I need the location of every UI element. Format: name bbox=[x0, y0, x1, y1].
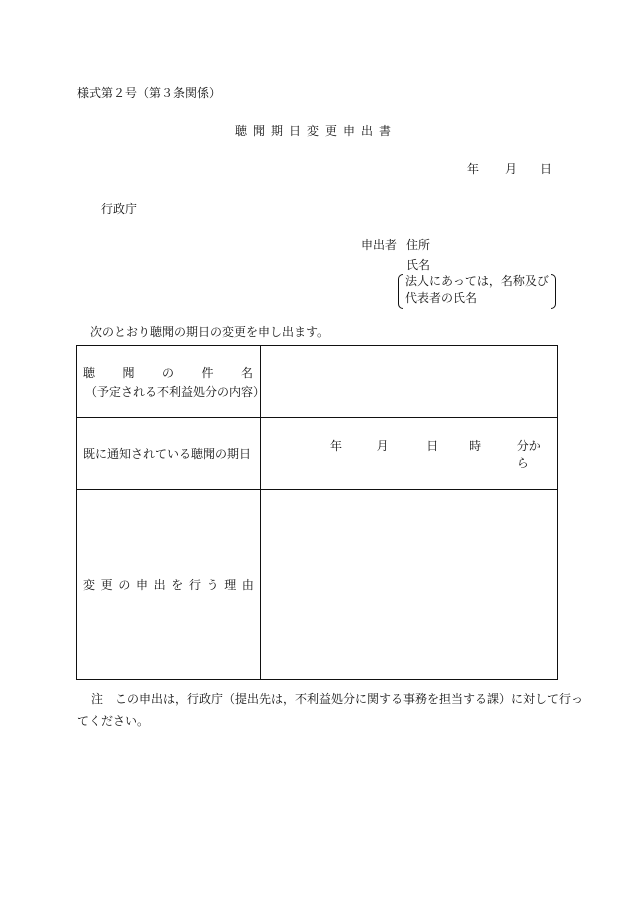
left-bracket bbox=[398, 274, 403, 309]
subject-char: 聞 bbox=[122, 365, 135, 380]
reason-char: 申 bbox=[135, 578, 148, 592]
corporation-note-line1: 法人にあっては，名称及び bbox=[405, 274, 549, 288]
document-title: 聴聞期日変更申出書 bbox=[235, 124, 398, 138]
subject-char: 名 bbox=[240, 365, 253, 380]
subject-char: の bbox=[161, 365, 174, 380]
name-label: 氏名 bbox=[406, 258, 431, 272]
intro-text: 次のとおり聴聞の期日の変更を申し出ます。 bbox=[90, 325, 330, 339]
reason-value-cell[interactable] bbox=[261, 490, 558, 680]
reason-char: 出 bbox=[153, 578, 166, 592]
request-form-table bbox=[76, 345, 558, 680]
note-line-1: 注 この申出は，行政庁（提出先は，不利益処分に関する事務を担当する課）に対して行っ bbox=[91, 692, 584, 706]
notified-date-label-cell bbox=[77, 418, 261, 490]
reason-label bbox=[77, 576, 260, 593]
dt-day-label: 日 bbox=[426, 438, 439, 453]
subject-sublabel: （予定される不利益処分の内容） bbox=[85, 384, 266, 399]
applicant-label: 申出者 bbox=[361, 238, 398, 252]
reason-char: 行 bbox=[188, 578, 201, 592]
date-year-label: 年 bbox=[467, 162, 480, 176]
dt-month-label: 月 bbox=[376, 438, 389, 453]
reason-char: を bbox=[171, 578, 184, 592]
reason-char: 更 bbox=[100, 578, 113, 592]
form-number-label: 様式第２号（第３条関係） bbox=[77, 86, 222, 100]
dt-hour-label: 時 bbox=[469, 438, 482, 453]
reason-char: 由 bbox=[241, 578, 254, 592]
addressee: 行政庁 bbox=[101, 202, 138, 216]
reason-row bbox=[77, 490, 558, 680]
subject-label bbox=[77, 364, 260, 381]
subject-char: 件 bbox=[201, 365, 214, 380]
reason-char: 変 bbox=[83, 578, 96, 592]
subject-label-cell bbox=[77, 346, 266, 418]
corporation-note bbox=[405, 273, 555, 307]
corporation-note-line2: 代表者の氏名 bbox=[405, 291, 478, 305]
notified-date-value-cell[interactable] bbox=[261, 418, 558, 490]
address-label: 住所 bbox=[406, 238, 431, 252]
reason-char: の bbox=[118, 578, 131, 592]
dt-minute-label: 分から bbox=[516, 438, 541, 470]
date-day-label: 日 bbox=[540, 162, 553, 176]
reason-char: 理 bbox=[224, 578, 237, 592]
dt-year-label: 年 bbox=[330, 438, 343, 453]
notified-date-row bbox=[77, 418, 558, 490]
subject-row bbox=[77, 346, 558, 418]
subject-value-cell[interactable] bbox=[261, 346, 558, 418]
note-line-2: てください。 bbox=[77, 714, 150, 728]
reason-char: う bbox=[206, 578, 219, 592]
reason-label-cell bbox=[77, 490, 261, 680]
subject-char: 聴 bbox=[83, 365, 96, 380]
datetime-fields bbox=[261, 437, 557, 471]
date-month-label: 月 bbox=[505, 162, 518, 176]
notified-date-label: 既に通知されている聴聞の期日 bbox=[83, 447, 252, 461]
